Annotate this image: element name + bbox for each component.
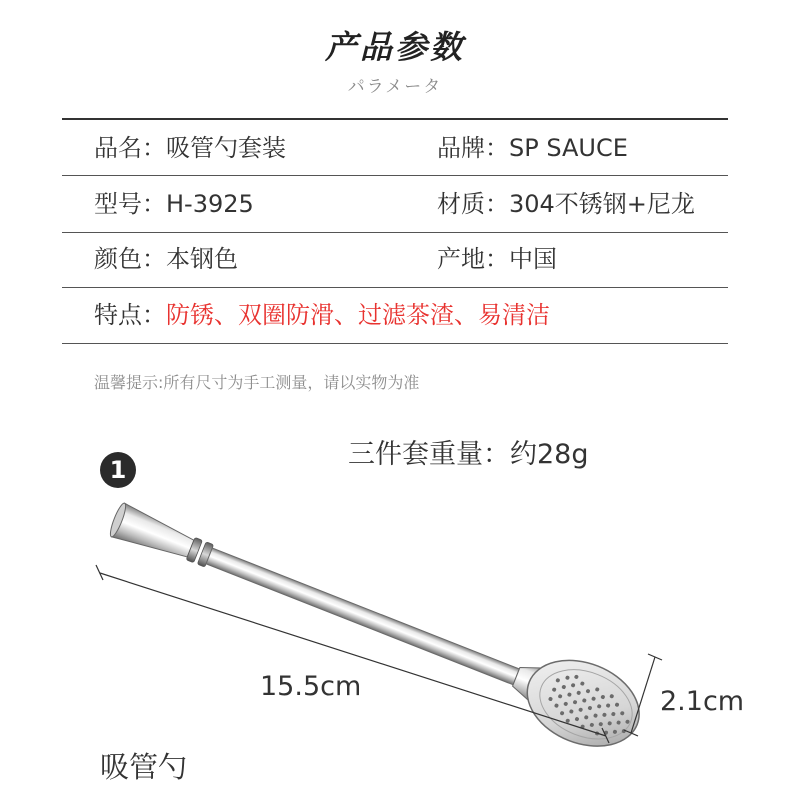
spec-origin-label: 产地： [437, 245, 509, 273]
spec-color-label: 颜色： [94, 245, 166, 273]
spec-model-value: H-3925 [166, 190, 254, 218]
set-weight: 三件套重量：约28g [348, 439, 589, 470]
measurement-note: 温馨提示:所有尺寸为手工测量，请以实物为准 [94, 373, 420, 392]
spec-material-label: 材质： [437, 190, 509, 218]
spec-name-label: 品名： [94, 134, 166, 162]
spec-model-label: 型号： [94, 190, 166, 218]
length-dimension-line [96, 565, 609, 743]
spec-color-value: 本钢色 [166, 245, 238, 273]
product-caption: 吸管勺 [100, 750, 188, 784]
spec-features-value: 防锈、双圈防滑、过滤茶渣、易清洁 [166, 301, 550, 329]
spec-origin-value: 中国 [509, 245, 557, 273]
length-label: 15.5cm [260, 671, 362, 702]
spec-brand-label: 品牌： [437, 134, 509, 162]
spec-brand-value: SP SAUCE [509, 134, 628, 162]
page-subtitle: パラメータ [347, 77, 443, 97]
spec-features-label: 特点： [94, 301, 166, 329]
width-label: 2.1cm [660, 686, 745, 717]
spec-name-value: 吸管勺套装 [166, 134, 286, 162]
straw-body [100, 481, 652, 761]
spec-material-value: 304不锈钢+尼龙 [509, 190, 695, 218]
item-number-badge: 1 [100, 452, 136, 488]
page-title: 产品参数 [324, 28, 465, 66]
